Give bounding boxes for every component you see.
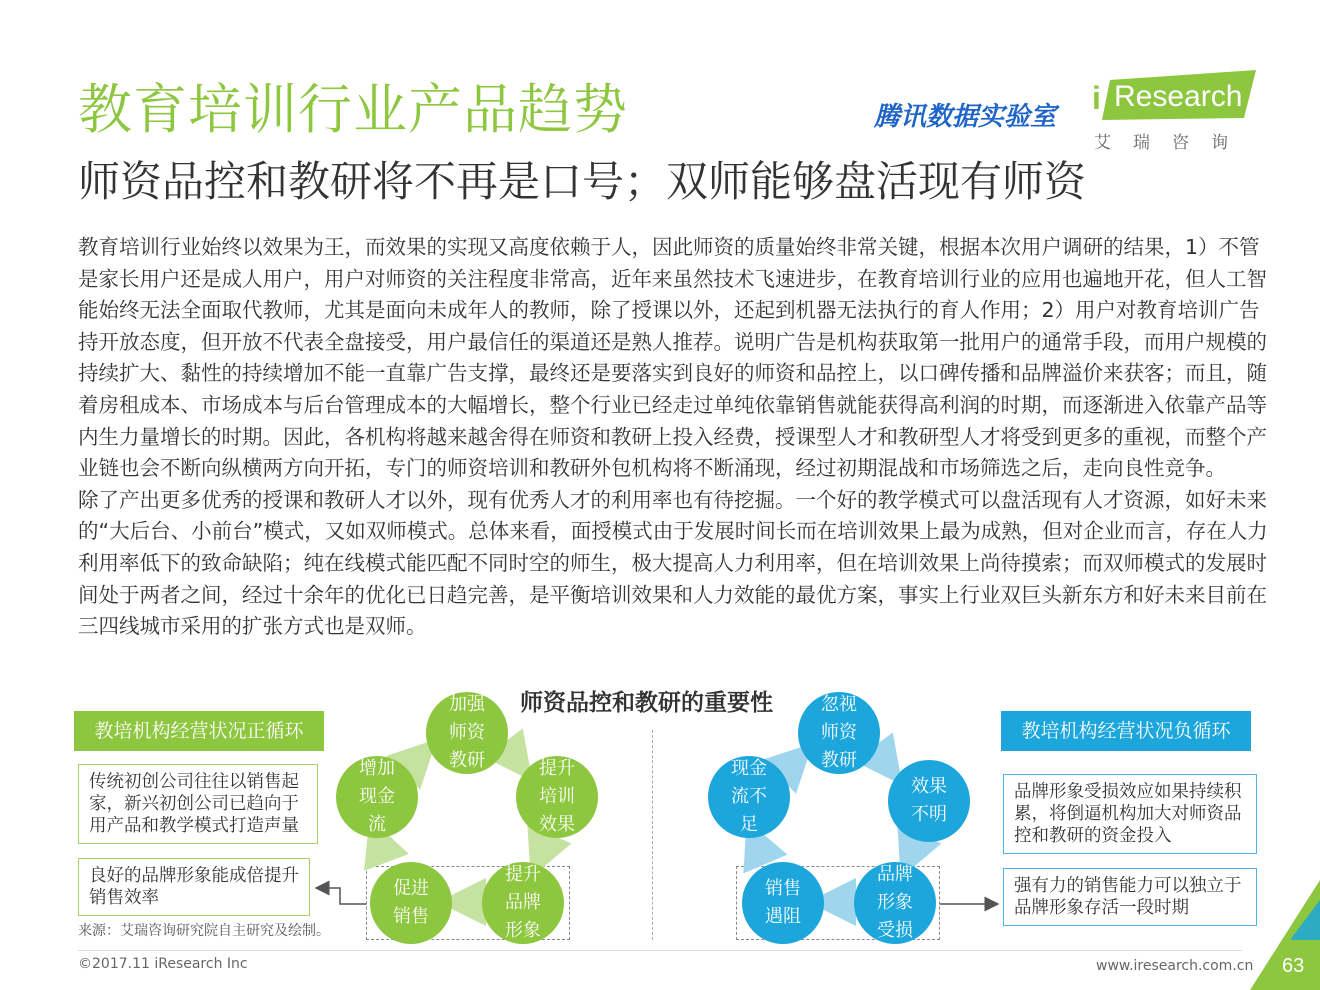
negative-cycle-label: 教培机构经营状况负循环 xyxy=(1001,711,1251,751)
tencent-lab-logo: 腾讯数据实验室 xyxy=(874,102,1057,132)
node-improve-effect: 提升培训效果 xyxy=(516,756,598,838)
page-title: 教育培训行业产品趋势 xyxy=(78,78,628,141)
page-subtitle: 师资品控和教研将不再是口号；双师能够盘活现有师资 xyxy=(78,157,1087,206)
page-number: 63 xyxy=(1282,955,1305,977)
positive-note-1: 传统初创公司往往以销售起家，新兴初创公司已趋向于用产品和教学模式打造声量 xyxy=(78,764,318,844)
node-promote-sales: 促进销售 xyxy=(370,862,452,944)
node-increase-cashflow: 增加现金流 xyxy=(336,756,418,838)
logo-i: i xyxy=(1092,80,1101,116)
node-cashflow-short: 现金流不足 xyxy=(708,756,790,838)
node-strengthen-teaching: 加强师资教研 xyxy=(426,692,508,774)
paragraph-2: 除了产出更多优秀的授课和教研人才以外，现有优秀人才的利用率也有待挖掘。一个好的教学模式可以盘活现有人才资源，如好未来的“大后台、小前台”模式，又如双师模式。总体来看，面授模式由于发展时间长而在培训效果上最为成熟，但对企业而言，存在人力利用率低下的致命缺陷；纯在线模式能匹配不同时空的师生，极大提高人力利用率，但在培训效果上尚待摸索；而双师模式的发展时间处于两者之间，经过十余年的优化已日趋完善，是平衡培训效果和人力效能的最优方案，事实上行业双巨头新东方和好未来目前在三四线城市采用的扩张方式也是双师。 xyxy=(78,487,1268,639)
positive-note-2: 良好的品牌形象能成倍提升销售效率 xyxy=(78,858,310,916)
node-neglect-teaching: 忽视师资教研 xyxy=(798,692,880,774)
node-improve-brand: 提升品牌形象 xyxy=(482,862,564,944)
paragraph-1: 教育培训行业始终以效果为王，而效果的实现又高度依赖于人，因此师资的质量始终非常关键，根据本次用户调研的结果，1）不管是家长用户还是成人用户，用户对师资的关注程度非常高，近年来虽然技术飞速进步，在教育培训行业的应用也遍地开花，但人工智能始终无法全面取代教师，尤其是面向未成年人的教师，除了授课以外，还起到机器无法执行的育人作用；2）用户对教育培训广告持开放态度，但开放不代表全盘接受，用户最信任的渠道还是熟人推荐。说明广告是机构获取第一批用户的通常手段，而用户规模的持续扩大、黏性的持续增加不能一直靠广告支撑，最终还是要落实到良好的师资和品控上，以口碑传播和品牌溢价来获客；而且，随着房租成本、市场成本与后台管理成本的大幅增长，整个行业已经走过单纯依靠销售就能获得高利润的时期，而逐渐进入依靠产品等内生力量增长的时期。因此，各机构将越来越舍得在师资和教研上投入经费，授课型人才和教研型人才将受到更多的重视，而整个产业链也会不断向纵横两方向开拓，专门的师资培训和教研外包机构将不断涌现，经过初期混战和市场筛选之后，走向良性竞争。 xyxy=(78,235,1267,481)
source-note: 来源：艾瑞咨询研究院自主研究及绘制。 xyxy=(78,923,330,939)
node-unclear-effect: 效果不明 xyxy=(888,760,970,842)
negative-note-1: 品牌形象受损效应如果持续积累，将倒逼机构加大对师资品控和教研的资金投入 xyxy=(1003,774,1257,854)
website-link[interactable]: www.iresearch.com.cn xyxy=(1096,958,1254,974)
positive-cycle-label: 教培机构经营状况正循环 xyxy=(74,711,324,751)
diagram-title: 师资品控和教研的重要性 xyxy=(520,690,773,716)
node-brand-damaged: 品牌形象受损 xyxy=(854,862,936,944)
negative-note-2: 强有力的销售能力可以独立于品牌形象存活一段时期 xyxy=(1003,868,1257,926)
node-sales-blocked: 销售遇阻 xyxy=(742,862,824,944)
copyright: ©2017.11 iResearch Inc xyxy=(78,956,248,972)
footer-divider xyxy=(78,950,1242,951)
logo-text: Research xyxy=(1114,80,1243,113)
logo-chinese: 艾瑞咨询 xyxy=(1094,133,1250,153)
